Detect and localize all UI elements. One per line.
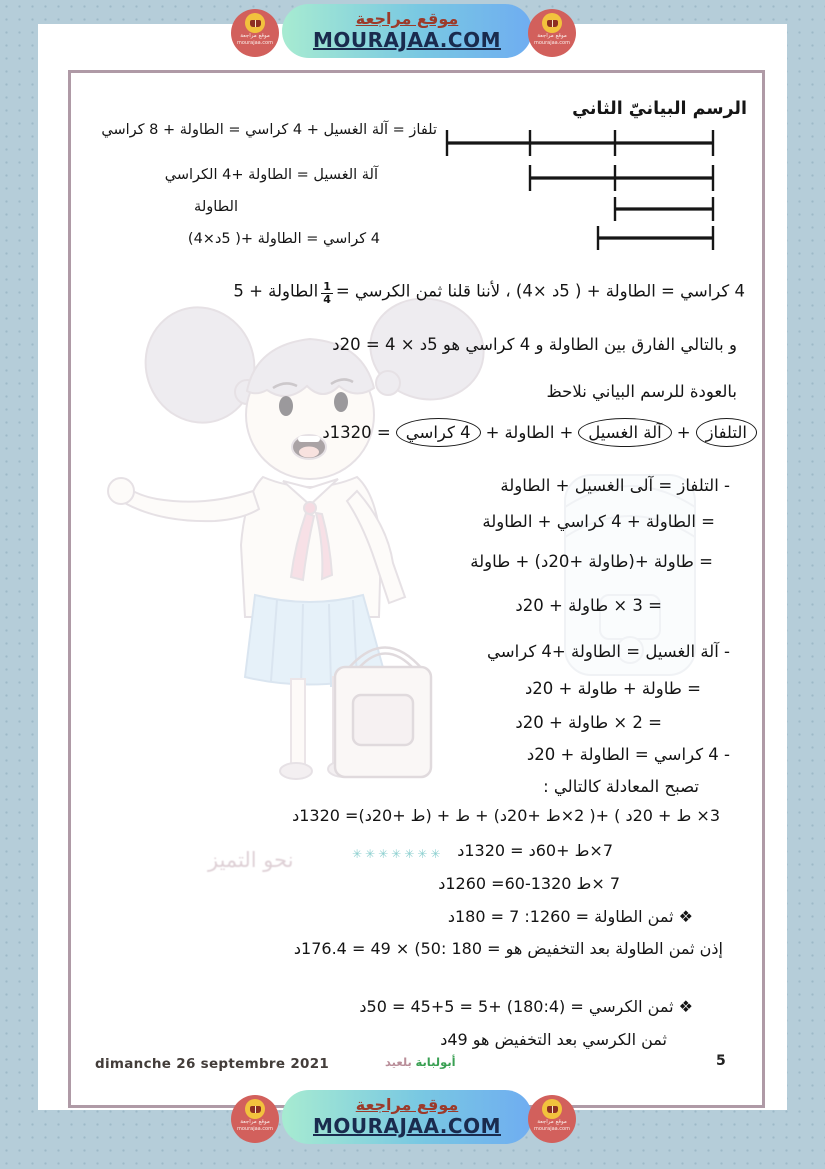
badge-site-name: موقع مراجعة [240,33,270,39]
author-first-name: أبولبابة [415,1055,456,1069]
badge-site-url: mourajaa.com [236,1126,273,1133]
site-banner-top [0,0,825,64]
girl-eye-left [279,396,293,416]
diagram-label-tv: تلفاز = آلة الغسيل + 4 كراسي = الطاولة + 8 كراسي [101,122,437,138]
circled-term-chairs: 4 كراسي [396,418,481,447]
diagram-label-table: الطاولة [194,199,238,215]
site-name-arabic-link[interactable]: موقع مراجعة [355,1094,459,1114]
book-icon [245,13,265,33]
author-last-name: بلعيد [385,1055,412,1069]
solution-line: = طاولة + طاولة + 20د [524,679,701,698]
solution-line: - 4 كراسي = الطاولة + 20د [526,745,730,764]
solution-line: 7 ×ط 1320-60= 1260د [438,874,620,893]
segment-diagram [440,118,725,253]
solution-line: = 3 × طاولة + 20د [515,596,662,615]
site-banner-pill [282,1090,532,1144]
solution-line: - آلة الغسيل = الطاولة +4 كراسي [487,642,730,661]
solution-line: بالعودة للرسم البياني نلاحظ [546,382,737,401]
circled-term-tv: التلفاز [696,418,757,447]
site-logo-badge [528,9,576,57]
site-logo-badge [528,1095,576,1143]
watermark-stars: ✳✳✳✳✳✳✳ [352,847,444,861]
badge-site-name: موقع مراجعة [240,1119,270,1125]
solution-line: = الطاولة + 4 كراسي + الطاولة [482,512,715,531]
site-domain-link[interactable]: MOURAJAA.COM [313,1114,501,1139]
footer-date: dimanche 26 septembre 2021 [95,1056,330,1072]
girl-hand [108,478,134,504]
girl-arm-left [115,483,259,521]
fraction-one-quarter: $\frac{1}{4}$ [323,280,331,306]
solution-line-chair-price: ❖ ثمن الكرسي = (180:4) +5 = 5+45 = 50د [359,997,693,1016]
plus-sign: + [485,423,500,442]
site-banner-bottom [0,1086,825,1150]
diagram-label-chairs: 4 كراسي = الطاولة +( 5د×4) [187,231,380,247]
solution-line: 3× ط + 20د ) +( 2×ط +20د) + ط + (ط +20د)= 1320د [292,806,720,825]
badge-site-name: موقع مراجعة [537,1119,567,1125]
solution-line: - التلفاز = آلى الغسيل + الطاولة [500,476,730,495]
site-name-arabic-link[interactable]: موقع مراجعة [355,8,459,28]
solution-line-fraction [233,281,745,305]
site-banner-pill [282,4,532,58]
diagram-title: الرسم البيانيّ الثاني [572,99,747,119]
girl-eye-right [334,392,348,412]
footer-author [385,1055,456,1069]
site-domain-link[interactable]: MOURAJAA.COM [313,28,501,53]
solution-line: و بالتالي الفارق بين الطاولة و 4 كراسي هو 5د × 4 = 20د [332,335,737,354]
solution-line: = 2 × طاولة + 20د [515,713,662,732]
site-logo-badge [231,1095,279,1143]
fraction-pre-text: 4 كراسي = الطاولة + ( 5د ×4) ، لأننا قلنا ثمن الكرسي = [335,281,745,301]
diagram-label-washer: آلة الغسيل = الطاولة +4 الكراسي [164,167,378,183]
watermark-text: نحو التميز [208,848,294,872]
badge-site-url: mourajaa.com [533,1126,570,1133]
solution-line: تصبح المعادلة كالتالي : [543,777,699,796]
basket [335,648,431,778]
book-icon [245,1099,265,1119]
solution-line: ثمن الكرسي بعد التخفيض هو 49د [440,1030,667,1049]
solution-line: إذن ثمن الطاولة بعد التخفيض هو = 180 :50) × 49 = 176.4د [293,939,723,958]
plus-sign: + [676,423,691,442]
badge-site-name: موقع مراجعة [537,33,567,39]
girl-leg [291,679,305,765]
book-icon [542,13,562,33]
badge-site-url: mourajaa.com [236,40,273,47]
girl-shoe [280,763,312,779]
fraction-post-text: الطاولة + 5 [233,281,319,301]
badge-site-url: mourajaa.com [533,40,570,47]
term-table: الطاولة [504,423,555,442]
book-icon [542,1099,562,1119]
circled-term-washer: آلة الغسيل [578,418,671,447]
equation-result: = 1320د [322,423,391,442]
plus-sign: + [559,423,574,442]
site-logo-badge [231,9,279,57]
circled-equation [322,418,757,447]
solution-line-table-price: ❖ ثمن الطاولة = 1260: 7 = 180د [447,907,693,926]
solution-line: = طاولة +(طاولة +20د) + طاولة [470,552,713,571]
solution-line: 7×ط +60د = 1320د [457,841,613,860]
page-number: 5 [716,1053,726,1069]
